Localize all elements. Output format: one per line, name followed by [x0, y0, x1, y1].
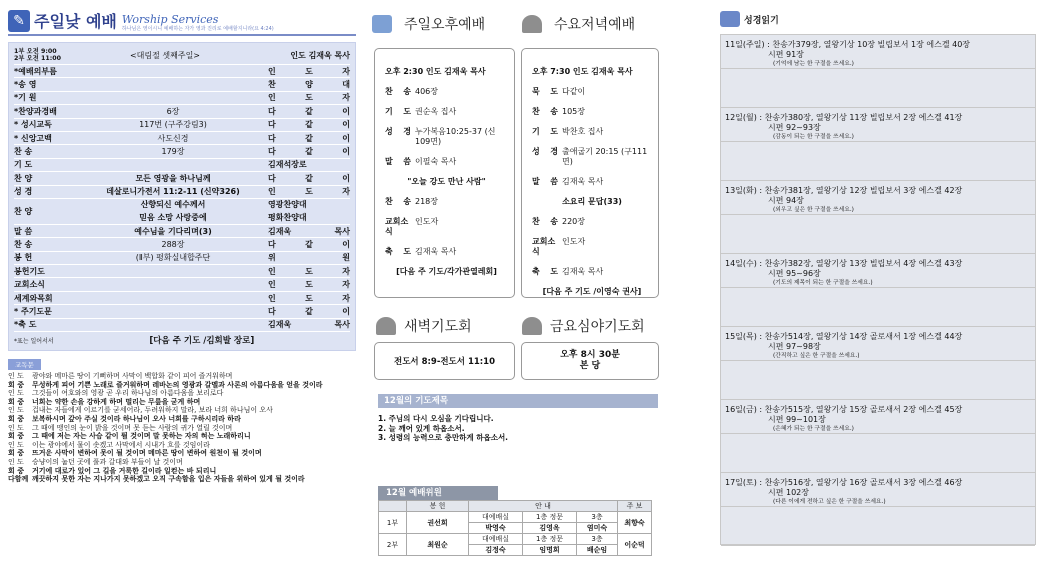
- bible-day-line2: 시편 95~96장: [768, 269, 821, 278]
- prayer-section: [378, 394, 662, 443]
- church-icon: [522, 15, 542, 33]
- bible-note-space[interactable]: [721, 68, 1035, 97]
- order-item-person: 인 도 자: [268, 280, 350, 290]
- dawn-title: 새벽기도회: [404, 319, 472, 335]
- afternoon-title: 주일오후예배: [404, 17, 486, 33]
- order-item-person: 인 도 자: [268, 93, 350, 103]
- book-icon: [720, 11, 740, 27]
- order-item-name: 말 씀: [14, 226, 33, 236]
- bible-day-hint: (은혜가 되는 한 구절을 쓰세요.): [773, 426, 854, 432]
- bible-reading-list: [720, 34, 1036, 545]
- dawn-text: 전도서 8:9-전도서 11:10: [394, 357, 495, 367]
- order-rows: [14, 65, 350, 199]
- responsive-text: 겁내는 자들에게 이르기를 굳세어라, 두려워하지 말라, 보라 너희 하나님이 오사: [32, 406, 273, 415]
- order-item-detail: 데살로니가전서 11:2-11 (신약326): [106, 187, 240, 197]
- responsive-speaker: 회 중: [8, 415, 24, 423]
- bible-day-line1: 13일(화) : 찬송가381장, 열왕기상 12장 빌립보서 3장 에스겔 42장: [725, 186, 963, 195]
- service-line: [532, 87, 652, 97]
- bible-day-line1: 15일(목) : 찬송가514장, 열왕기상 14장 골로새서 1장 에스겔 44장: [725, 332, 963, 341]
- responsive-line: [8, 424, 356, 433]
- responsive-speaker: 회 중: [8, 397, 24, 406]
- service-time-1: 1부 오전 9:00: [14, 48, 57, 56]
- service-line-value: 박찬호 집사: [562, 127, 604, 136]
- service-line-key: 기 도: [532, 127, 558, 136]
- service-line-key: 성 경: [385, 127, 411, 136]
- service-line: [385, 67, 508, 77]
- guide-person: 임명희: [523, 545, 577, 556]
- service-time-2: 2부 오전 11:00: [14, 54, 62, 62]
- service-line: [532, 237, 652, 257]
- service-line-value: 김재욱 목사: [415, 247, 457, 256]
- service-line: [385, 197, 508, 207]
- bible-reading-header: [720, 8, 1036, 30]
- order-row-praise: [14, 199, 350, 225]
- sunday-worship-section: [8, 8, 356, 563]
- committee-table: [378, 500, 652, 556]
- responsive-text: 무성하게 피어 기쁜 노래로 즐거워하며 레바논의 영광과 갈멜과 사론의 아름다움을 얻을 것이라: [32, 380, 323, 389]
- bible-day-hint: (다른 이에게 전하고 싶은 한 구절을 쓰세요.): [773, 499, 886, 505]
- service-line-text: "오늘 강도 만난 사람": [407, 177, 486, 186]
- service-line-key: 찬 송: [532, 107, 558, 116]
- bible-day-line2: 시편 91장: [768, 50, 804, 59]
- service-line-value: 누가복음10:25-37 (신 109면): [415, 127, 496, 146]
- order-item-person: 다 같 이: [268, 306, 350, 316]
- order-row: [14, 186, 350, 199]
- service-line-value: 김재욱 목사: [562, 177, 604, 186]
- header-weekly: 주 보: [618, 501, 652, 512]
- service-line-key: 묵 도: [532, 87, 558, 96]
- guide-location: 1층 정문: [523, 534, 577, 545]
- order-item-detail: 288장: [161, 239, 185, 249]
- bible-day-line2: 시편 99~101장: [768, 415, 826, 424]
- service-line-value: 다같이: [562, 87, 586, 96]
- service-line-text: 오후 7:30 인도 김재욱 목사: [532, 67, 633, 76]
- responsive-text: 너희는 약한 손을 강하게 하며 떨리는 무릎을 굳게 하며: [32, 397, 201, 406]
- responsive-text: 그 때에 저는 자는 사슴 같이 뛸 것이며 말 못하는 자의 혀는 노래하리니: [32, 432, 251, 441]
- order-row: [14, 172, 350, 185]
- order-item-person: 위 원: [268, 253, 350, 263]
- order-item-name: * 주기도문: [14, 306, 52, 316]
- service-line: [385, 87, 508, 97]
- service-line: [385, 247, 508, 257]
- bible-day-reading: [721, 254, 1035, 279]
- afternoon-box: [374, 48, 515, 298]
- service-line-value: 218장: [415, 197, 438, 206]
- wednesday-box: [521, 48, 659, 298]
- bible-day: [721, 254, 1035, 327]
- responsive-speaker: 인 도: [8, 457, 24, 466]
- responsive-line: [8, 458, 356, 467]
- presider: 인도 김재욱 목사: [290, 51, 350, 60]
- prayer-item: 3. 성령의 능력으로 충만하게 하옵소서.: [378, 433, 509, 442]
- order-row: [14, 65, 350, 78]
- bible-reading-section: [720, 8, 1036, 563]
- order-item-name: 교회소식: [14, 280, 45, 290]
- bible-day: [721, 473, 1035, 546]
- committee-title: 12월 예배위원: [378, 486, 498, 500]
- service-line-key: 찬 송: [385, 87, 411, 96]
- service-line-value: 인도자: [415, 217, 439, 226]
- guide-person: 염미숙: [576, 523, 617, 534]
- service-line-value: 출애굽기 20:15 (구111면): [562, 147, 648, 166]
- order-item-detail: 117번 (구주강림3): [139, 120, 207, 130]
- committee-part: 1부: [379, 512, 407, 534]
- friday-header: [522, 314, 662, 338]
- header-guide: 안 내: [469, 501, 618, 512]
- responsive-line: [8, 381, 356, 390]
- responsive-text: 거기에 대로가 있어 그 길을 거룩한 길이라 일컫는 바 되리니: [32, 466, 217, 475]
- bible-day-hint: (기억에 남는 한 구절을 쓰세요.): [773, 61, 854, 67]
- service-line: [532, 197, 652, 207]
- service-line-value: 김재욱 목사: [562, 267, 604, 276]
- guide-location: 대예배실: [469, 534, 523, 545]
- committee-body: [379, 512, 652, 556]
- order-item-name: 찬 송: [14, 239, 33, 249]
- order-item-name: 찬 양: [14, 173, 33, 183]
- bible-day-line2: 시편 94장: [768, 196, 804, 205]
- bible-note-space[interactable]: [721, 287, 1035, 316]
- bible-day: [721, 327, 1035, 400]
- responsive-text: 승냥이의 눕던 곳에 풀과 갈대와 부들이 날 것이며: [32, 457, 183, 466]
- sunday-worship-title: 주일낮 예배: [34, 12, 117, 31]
- service-line: [385, 157, 508, 167]
- bible-day: [721, 181, 1035, 254]
- guide-person: 박영숙: [469, 523, 523, 534]
- service-line-key: 교회소식: [532, 237, 556, 256]
- order-item-person: 다 같 이: [268, 106, 350, 116]
- responsive-reading: [8, 359, 356, 484]
- responsive-line: [8, 415, 356, 424]
- guide-location: 1층 정문: [523, 512, 577, 523]
- service-line-value: 220장: [562, 217, 585, 226]
- order-item-name: 찬 양: [14, 206, 33, 216]
- service-line-key: 축 도: [532, 267, 558, 276]
- order-item-name: * 신앙고백: [14, 133, 52, 143]
- responsive-line: [8, 475, 356, 484]
- order-item-name: 봉헌기도: [14, 266, 45, 276]
- order-item-person: 인 도 자: [268, 187, 350, 197]
- order-item-name: 찬 송: [14, 147, 33, 157]
- order-item-person: 다 같 이: [268, 239, 350, 249]
- responsive-speaker: 회 중: [8, 432, 24, 441]
- order-row: [14, 145, 350, 158]
- order-item-person: 김재욱 목사: [268, 320, 350, 330]
- afternoon-header: [372, 12, 512, 36]
- order-item-detail: (Ⅱ부) 평화실내합주단: [135, 253, 211, 263]
- responsive-text: 그것들이 여호와의 영광 곧 우리 하나님의 아름다움을 보리로다: [32, 389, 224, 398]
- header-offering: 봉 헌: [407, 501, 469, 512]
- bible-day-hint: (감동이 되는 한 구절을 쓰세요.): [773, 134, 854, 140]
- bible-note-space[interactable]: [721, 214, 1035, 243]
- service-line-key: 말 씀: [385, 157, 411, 166]
- bible-day: [721, 35, 1035, 108]
- service-line-value: 406장: [415, 87, 438, 96]
- order-item-detail: 6장: [166, 106, 180, 116]
- footnote-row: [14, 332, 350, 348]
- responsive-speaker: 인 도: [8, 406, 24, 415]
- order-row: [14, 305, 350, 318]
- order-item-name: *예배의부름: [14, 66, 57, 76]
- bible-reading-title: 성경읽기: [744, 15, 779, 26]
- choir-2: 평화찬양대: [268, 213, 307, 223]
- order-row: [14, 92, 350, 105]
- order-of-worship: [8, 42, 356, 351]
- order-row: [14, 319, 350, 332]
- header-part: [379, 501, 407, 512]
- bible-day-line1: 12일(월) : 찬송가380장, 열왕기상 11장 빌립보서 2장 에스겔 41장: [725, 113, 963, 122]
- bible-day-line1: 14일(수) : 찬송가382장, 열왕기상 13장 빌립보서 4장 에스겔 43장: [725, 259, 963, 268]
- bible-day-line2: 시편 102장: [768, 488, 809, 497]
- praise-song-1: 산향되신 예수께서: [140, 200, 206, 210]
- service-line-key: 찬 송: [532, 217, 558, 226]
- service-line: [532, 287, 652, 297]
- guide-location: 3층: [576, 512, 617, 523]
- bible-day-hint: (외우고 싶은 한 구절을 쓰세요.): [773, 207, 854, 213]
- sunday-worship-header: [8, 8, 356, 36]
- order-row: [14, 252, 350, 265]
- order-item-person: 다 같 이: [268, 133, 350, 143]
- order-item-detail: [78, 198, 268, 224]
- friday-place: 본 당: [579, 361, 601, 371]
- order-item-name: 성 경: [14, 187, 33, 197]
- responsive-speaker: 회 중: [8, 466, 24, 475]
- order-item-detail: 모든 영광을 하나님께: [135, 173, 211, 183]
- order-item-name: *기 원: [14, 93, 37, 103]
- order-row: [14, 78, 350, 91]
- guide-location: 대예배실: [469, 512, 523, 523]
- service-line: [532, 217, 652, 227]
- prayer-title: 12월의 기도제목: [378, 394, 658, 408]
- guide-person: 김정숙: [469, 545, 523, 556]
- service-line: [385, 107, 508, 117]
- responsive-speaker: 회 중: [8, 380, 24, 389]
- friday-box: [521, 342, 659, 380]
- advent-label: <대림절 셋째주일>: [129, 51, 201, 60]
- committee-offering: 권선희: [407, 512, 469, 534]
- responsive-text: 뜨거운 사막이 변하여 못이 될 것이며 메마른 땅이 변하여 원천이 될 것이며: [32, 449, 262, 458]
- committee-part: 2부: [379, 534, 407, 556]
- bible-day-line1: 17일(토) : 찬송가516장, 열왕기상 16장 골로새서 3장 에스겔 46장: [725, 478, 963, 487]
- bible-day-reading: [721, 327, 1035, 352]
- service-line-text: [다음 주 기도/각가관열레회]: [396, 267, 497, 276]
- responsive-speaker: 인 도: [8, 423, 24, 432]
- responsive-text: 이는 광야에서 물이 솟겠고 사막에서 시내가 흐를 것임이라: [32, 440, 210, 449]
- service-line-key: 기 도: [385, 107, 411, 116]
- bible-day-hint: (간직하고 싶은 한 구절을 쓰세요.): [773, 353, 860, 359]
- service-line-text: 오후 2:30 인도 김재욱 목사: [385, 67, 486, 76]
- friday-time: 오후 8시 30분: [560, 350, 620, 360]
- order-row: [14, 132, 350, 145]
- bible-day-line1: 16일(금) : 찬송가515장, 열왕기상 15장 골로새서 2장 에스겔 45장: [725, 405, 963, 414]
- responsive-speaker: 다함께: [8, 475, 29, 484]
- responsive-text: 그 때에 맹인의 눈이 밝을 것이며 못 듣는 사람의 귀가 열릴 것이며: [32, 423, 233, 432]
- order-item-person: 인 도 자: [268, 66, 350, 76]
- order-item-name: 봉 헌: [14, 253, 33, 263]
- service-line-value: 이필숙 목사: [415, 157, 457, 166]
- responsive-line: [8, 372, 356, 381]
- service-times-row: [14, 47, 350, 65]
- guide-person: 김영옥: [523, 523, 577, 534]
- order-row: [14, 105, 350, 118]
- service-line-key: 축 도: [385, 247, 411, 256]
- order-item-name: * 성시교독: [14, 120, 52, 130]
- service-line: [385, 127, 508, 147]
- order-rows-2: [14, 225, 350, 332]
- order-row: [14, 278, 350, 291]
- friday-title: 금요심야기도회: [550, 319, 645, 335]
- bible-day-reading: [721, 108, 1035, 133]
- order-item-person: 다 같 이: [268, 120, 350, 130]
- responsive-speaker: 회 중: [8, 449, 24, 458]
- bible-note-space[interactable]: [721, 360, 1035, 389]
- service-line-key: 성 경: [532, 147, 558, 156]
- pen-icon: ✎: [8, 10, 30, 32]
- service-line-text: [다음 주 기도 /이영숙 권사]: [542, 287, 642, 296]
- bible-day: [721, 108, 1035, 181]
- order-item-name: *축 도: [14, 320, 37, 330]
- order-row: [14, 265, 350, 278]
- service-line-key: 말 씀: [532, 177, 558, 186]
- order-item-person: 인 도 자: [268, 266, 350, 276]
- order-row: [14, 292, 350, 305]
- service-line-value: 105장: [562, 107, 585, 116]
- bible-day-reading: [721, 181, 1035, 206]
- responsive-line: [8, 432, 356, 441]
- order-row: [14, 225, 350, 238]
- order-item-detail: 사도신경: [157, 133, 189, 143]
- service-line: [532, 107, 652, 117]
- guide-location: 3층: [576, 534, 617, 545]
- praise-song-2: 믿음 소망 사랑중에: [139, 213, 207, 223]
- bible-note-space[interactable]: [721, 433, 1035, 462]
- service-line-value: 권순옥 집사: [415, 107, 457, 116]
- service-line: [532, 127, 652, 137]
- responsive-speaker: 인 도: [8, 372, 24, 381]
- service-line: [385, 177, 508, 187]
- order-item-person: 김재석장로: [268, 160, 307, 170]
- order-row: [14, 159, 350, 172]
- service-line: [532, 177, 652, 187]
- bible-day-line2: 시편 97~98장: [768, 342, 821, 351]
- order-item-name: 기 도: [14, 160, 33, 170]
- wednesday-header: [522, 12, 662, 36]
- guide-person: 배순임: [576, 545, 617, 556]
- service-times: [14, 49, 78, 62]
- bible-icon: [372, 15, 392, 33]
- responsive-line: [8, 389, 356, 398]
- order-item-person: 다 같 이: [268, 147, 350, 157]
- committee-section: [378, 486, 662, 556]
- responsive-text: 깨끗하지 못한 자는 지나가지 못하겠고 오직 구속함을 입은 자들을 위하여 있게 될 것이라: [32, 475, 305, 484]
- service-line: [385, 267, 508, 277]
- order-item-person: 김재욱 목사: [268, 226, 350, 236]
- order-item-name: 세계와목회: [14, 293, 53, 303]
- committee-weekly: 이순덕: [618, 534, 652, 556]
- wednesday-title: 수요저녁예배: [554, 17, 636, 33]
- bible-day: [721, 400, 1035, 473]
- order-item-detail: 예수님을 기다리며(3): [134, 226, 212, 236]
- service-line-key: 찬 송: [385, 197, 411, 206]
- responsive-line: [8, 449, 356, 458]
- bible-day-reading: [721, 400, 1035, 425]
- order-item-name: *송 영: [14, 80, 37, 90]
- order-row: [14, 238, 350, 251]
- committee-offering: 최원순: [407, 534, 469, 556]
- service-line: [532, 267, 652, 277]
- prayer-items: [378, 414, 662, 443]
- next-week-prayer: [다음 주 기도 /김회발 장로]: [149, 336, 255, 347]
- standing-note: *표는 일어서서: [14, 337, 54, 345]
- bible-day-reading: [721, 35, 1035, 60]
- responsive-line: [8, 467, 356, 476]
- service-line-text: 소요리 문답(33): [562, 197, 622, 206]
- order-item-person: 찬 양 대: [268, 80, 350, 90]
- bible-note-space[interactable]: [721, 506, 1035, 535]
- order-item-person: 인 도 자: [268, 293, 350, 303]
- responsive-speaker: 인 도: [8, 389, 24, 398]
- responsive-text: 광야와 메마른 땅이 기뻐하며 사막이 백합화 같이 피어 즐거워하며: [32, 372, 233, 381]
- dawn-box: [374, 342, 515, 380]
- bible-day-hint: (기도의 제목이 되는 한 구절을 쓰세요.): [773, 280, 873, 286]
- bible-day-line2: 시편 92~93장: [768, 123, 821, 132]
- worship-title-en: Worship Services: [121, 13, 219, 26]
- order-item-person: 다 같 이: [268, 173, 350, 183]
- friday-icon: [522, 317, 542, 335]
- responsive-line: [8, 406, 356, 415]
- dawn-icon: [376, 317, 396, 335]
- order-item-detail: 179장: [161, 147, 185, 157]
- worship-subtitle: 하나님은 영이시니 예배하는 자가 영과 진리로 예배할지니라(요 4:24): [121, 26, 274, 32]
- service-line: [532, 147, 652, 167]
- service-line: [385, 217, 508, 237]
- choir-1: 영광찬양대: [268, 200, 307, 210]
- service-line-key: 교회소식: [385, 217, 409, 236]
- bible-day-line1: 11일(주일) : 찬송가379장, 열왕기상 10장 빌립보서 1장 에스겔 40장: [725, 40, 971, 49]
- order-row: [14, 119, 350, 132]
- service-line: [532, 67, 652, 77]
- bible-note-space[interactable]: [721, 141, 1035, 170]
- responsive-text: 보복하시며 갚아 주실 것이라 하나님이 오사 너희를 구하시리라 하라: [32, 415, 241, 423]
- responsive-speaker: 인 도: [8, 440, 24, 449]
- order-item-person: [268, 198, 350, 224]
- prayer-item: 1. 주님의 다시 오심을 기다립니다.: [378, 414, 494, 423]
- dawn-header: [376, 314, 516, 338]
- bible-day-reading: [721, 473, 1035, 498]
- worship-title-en-block: [122, 14, 274, 32]
- order-item-name: *찬양과경배: [14, 106, 57, 116]
- responsive-reading-tag: 교독문: [8, 359, 41, 370]
- responsive-lines: [8, 372, 356, 484]
- service-line-value: 인도자: [562, 237, 586, 246]
- committee-weekly: 최향숙: [618, 512, 652, 534]
- prayer-item: 2. 늘 깨어 있게 하옵소서.: [378, 423, 465, 433]
